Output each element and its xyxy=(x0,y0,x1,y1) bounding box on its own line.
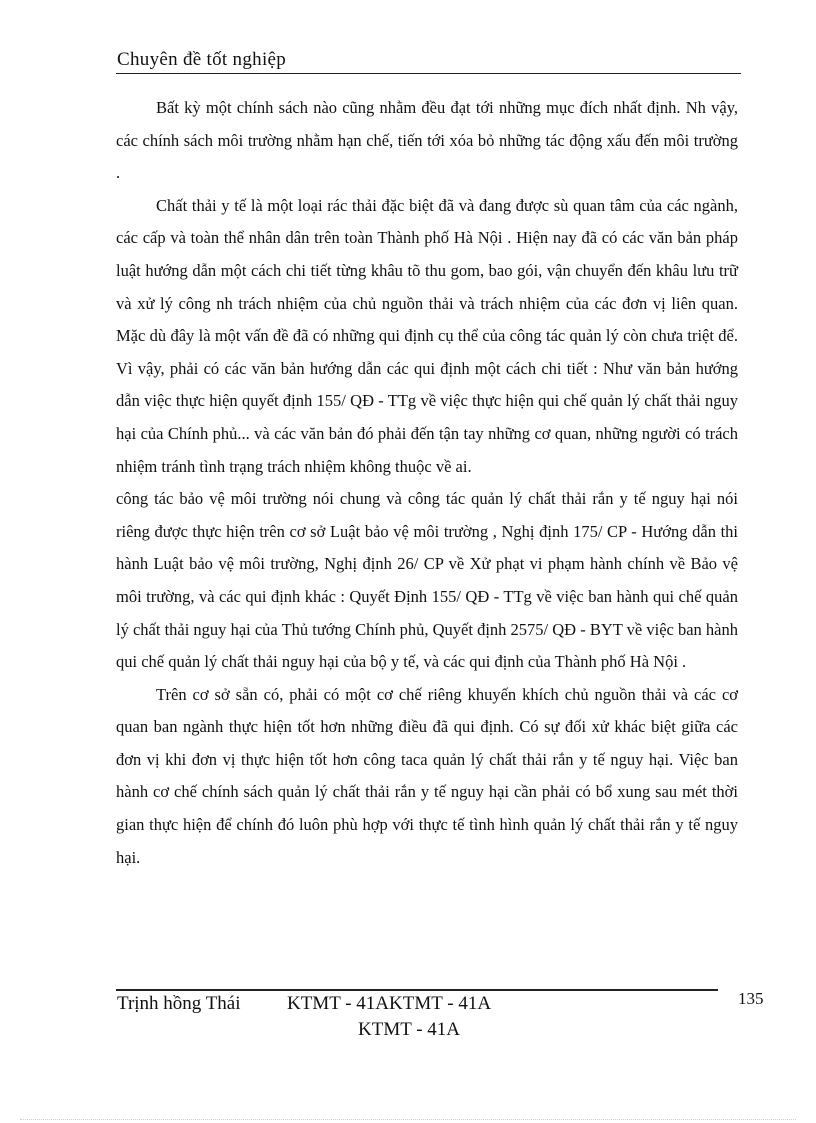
paragraph-2: Chất thải y tế là một loại rác thải đặc biệt đã và đang được sù quan tâm của các ngành, các cấp và toàn thể nhân dân trên toàn Thành phố Hà Nội . Hiện nay đã có các văn bản pháp luật hướng dẫn một cách chi tiết từng khâu tõ thu gom, bao gói, vận chuyển đến khâu lưu trữ và xử lý công nh trách nhiệm của chủ nguồn thải và trách nhiệm của các đơn vị liên quan. Mặc dù đây là một vấn đề đã có những qui định cụ thể của công tác quản lý còn chưa triệt để. Vì vậy, phải có các văn bản hướng dẫn các qui định một cách chi tiết : Như văn bản hướng dẫn việc thực hiện quyết định 155/ QĐ - TTg về việc thực hiện qui chế quản lý chất thải nguy hại của Chính phủ... và các văn bản đó phải đến tận tay những cơ quan, những người có trách nhiệm tránh tình trạng trách nhiệm không thuộc về ai. xyxy=(116,195,738,476)
paragraph-3: công tác bảo vệ môi trường nói chung và công tác quản lý chất thải rắn y tế nguy hại nói riêng được thực hiện trên cơ sở Luật bảo vệ môi trường , Nghị định 175/ CP - Hướng dẫn thi hành Luật bảo vệ môi trường, Nghị định 26/ CP về Xử phạt vi phạm hành chính về Bảo vệ môi trường, và các qui định khác : Quyết Định 155/ QĐ - TTg về việc ban hành qui chế quản lý chất thải nguy hại của Thủ tướng Chính phủ, Quyết định 2575/ QĐ - BYT về việc ban hành qui chế quản lý chất thải nguy hại của bộ y tế, và các qui định của Thành phố Hà Nội . xyxy=(116,489,738,672)
footer-author: Trịnh hồng Thái xyxy=(117,993,241,1014)
footer-class-line-1: KTMT - 41AKTMT - 41A xyxy=(287,993,492,1014)
paragraph-1: Bất kỳ một chính sách nào cũng nhằm đều đạt tới những mục đích nhất định. Nh vậy, các chính sách môi trường nhằm hạn chế, tiến tới xóa bỏ những tác động xấu đến môi trường . xyxy=(116,98,738,183)
footer-divider xyxy=(116,989,718,991)
document-body xyxy=(116,92,738,874)
header-title: Chuyên đề tốt nghiệp xyxy=(117,49,287,70)
page-bottom-dotted-line xyxy=(20,1119,796,1120)
paragraph-4: Trên cơ sở sẵn có, phải có một cơ chế riêng khuyến khích chủ nguồn thải và các cơ quan ban ngành thực hiện tốt hơn những điều đã qui định. Có sự đối xử khác biệt giữa các đơn vị khi đơn vị thực hiện tốt hơn công taca quản lý chất thải rắn y tế nguy hại. Việc ban hành cơ chế chính sách quản lý chất thải rắn y tế nguy hại cần phải có bổ xung sau mét thời gian thực hiện để chính đó luôn phù hợp với thực tế tình hình quản lý chất thải rắn y tế nguy hại. xyxy=(116,684,738,867)
header-divider xyxy=(116,73,741,74)
page-number: 135 xyxy=(738,989,764,1008)
footer-class-line-2: KTMT - 41A xyxy=(358,1019,461,1040)
